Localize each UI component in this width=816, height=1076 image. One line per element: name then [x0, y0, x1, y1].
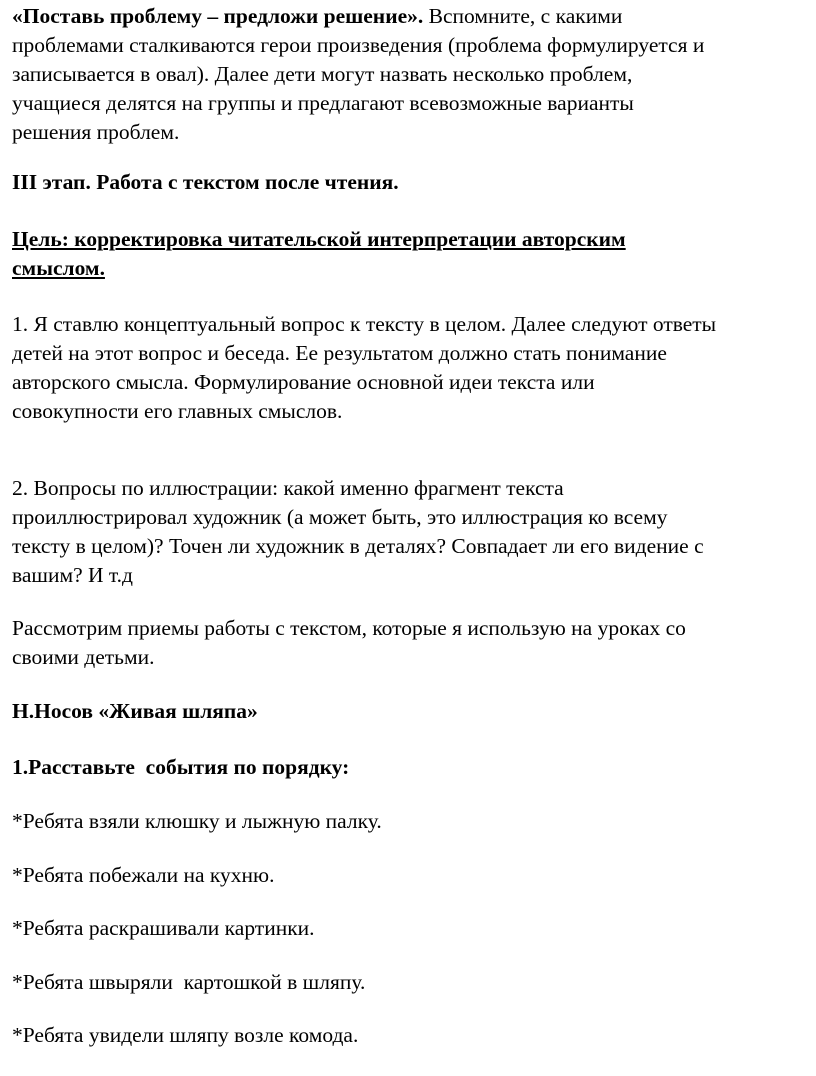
point2-paragraph — [12, 474, 704, 590]
list-item: *Ребята побежали на кухню. — [12, 863, 275, 887]
point1-line-3: авторского смысла. Формулирование основной идеи текста или — [12, 370, 595, 394]
intro-bold-lead: «Поставь проблему – предложи решение». — [12, 4, 424, 28]
point1-line-2: детей на этот вопрос и беседа. Ее результатом должно стать понимание — [12, 341, 667, 365]
point2-line-2: проиллюстрировал художник (а может быть, это иллюстрация ко всему — [12, 505, 668, 529]
goal-line-1: Цель: корректировка читательской интерпретации авторским — [12, 227, 626, 251]
intro-line-4: учащиеся делятся на группы и предлагают всевозможные варианты — [12, 91, 634, 115]
intro-line-5: решения проблем. — [12, 120, 180, 144]
point1-line-1: 1. Я ставлю концептуальный вопрос к тексту в целом. Далее следуют ответы — [12, 312, 717, 336]
list-item: *Ребята швыряли картошкой в шляпу. — [12, 970, 366, 994]
goal-heading — [12, 225, 626, 283]
review-line-1: Рассмотрим приемы работы с текстом, которые я использую на уроках со — [12, 616, 686, 640]
stage3-heading: III этап. Работа с текстом после чтения. — [12, 170, 399, 194]
intro-line-1-rest: Вспомните, с какими — [423, 4, 623, 28]
list-item: *Ребята взяли клюшку и лыжную палку. — [12, 809, 382, 833]
point2-line-3: тексту в целом)? Точен ли художник в деталях? Совпадает ли его видение с — [12, 534, 704, 558]
list-item: *Ребята раскрашивали картинки. — [12, 916, 315, 940]
story-heading: Н.Носов «Живая шляпа» — [12, 699, 258, 723]
intro-line-2: проблемами сталкиваются герои произведения (проблема формулируется и — [12, 33, 705, 57]
goal-line-2: смыслом. — [12, 256, 105, 280]
point1-line-4: совокупности его главных смыслов. — [12, 399, 343, 423]
point2-line-1: 2. Вопросы по иллюстрации: какой именно фрагмент текста — [12, 476, 564, 500]
intro-line-1 — [12, 2, 704, 31]
review-line-2: своими детьми. — [12, 645, 155, 669]
intro-paragraph — [12, 2, 704, 147]
intro-line-3: записывается в овал). Далее дети могут назвать несколько проблем, — [12, 62, 633, 86]
list-item: *Ребята увидели шляпу возле комода. — [12, 1023, 359, 1047]
review-paragraph — [12, 614, 686, 672]
point1-paragraph — [12, 310, 716, 426]
point2-line-4: вашим? И т.д — [12, 563, 133, 587]
task-heading: 1.Расставьте события по порядку: — [12, 755, 350, 779]
